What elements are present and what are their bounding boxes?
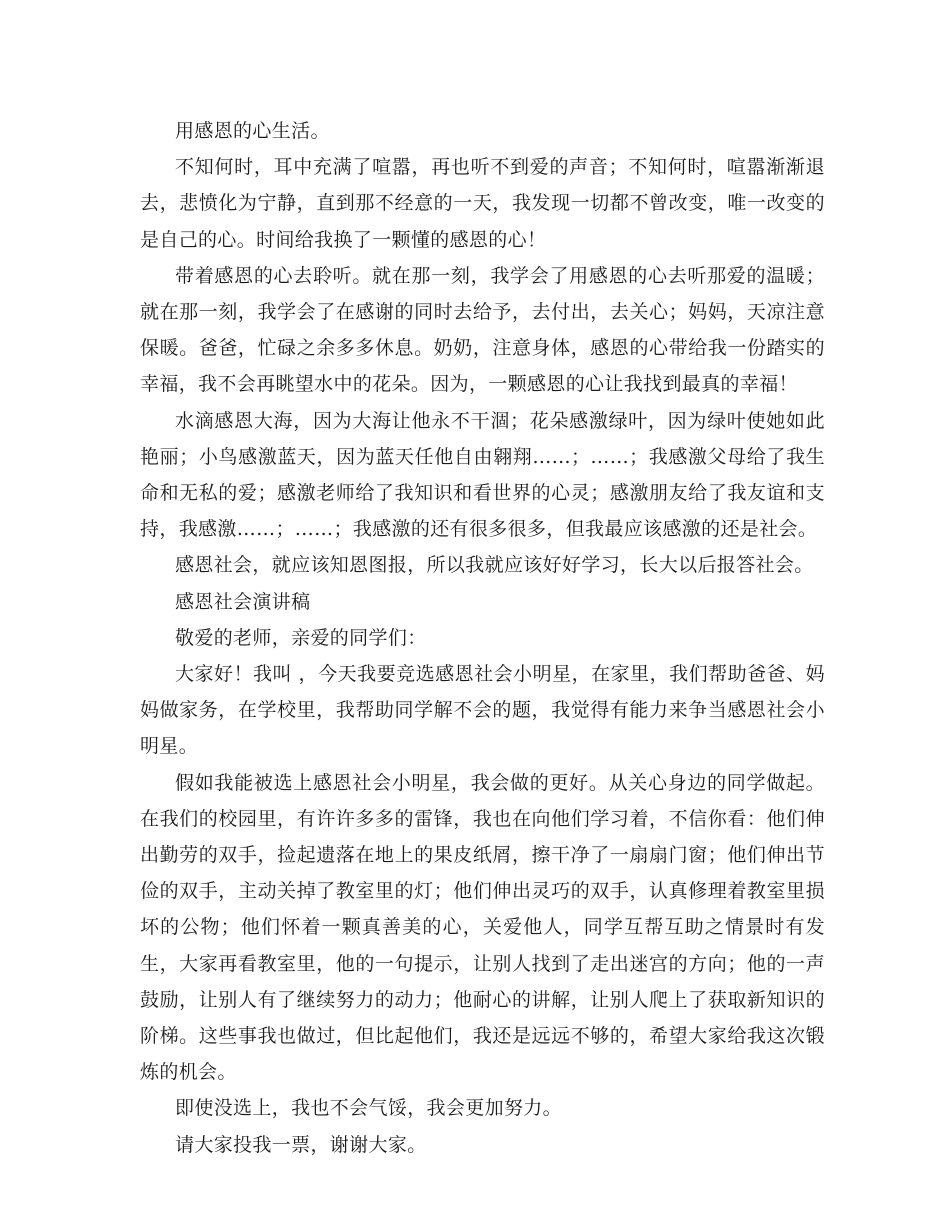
paragraph: 感恩社会，就应该知恩图报，所以我就应该好好学习，长大以后报答社会。	[175, 554, 814, 577]
paragraph: 水滴感恩大海，因为大海让他永不干涸；花朵感激绿叶，因为绿叶使她如此艳丽；小鸟感激蓝天，因为蓝天任他自由翱翔……；……；我感激父母给了我生命和无私的爱；感激老师给了我知识和看世界的心灵；感激朋友给了我友谊和支持，我感激……；……；我感激的还有很多很多，但我最应该感激的还是社会。	[140, 409, 825, 541]
paragraph: 假如我能被选上感恩社会小明星，我会做的更好。从关心身边的同学做起。在我们的校园里，有许许多多的雷锋，我也在向他们学习着，不信你看：他们伸出勤劳的双手，捡起遗落在地上的果皮纸屑，擦干净了一扇扇门窗；他们伸出节俭的双手，主动关掉了教室里的灯；他们伸出灵巧的双手，认真修理着教室里损坏的公物；他们怀着一颗真善美的心，关爱他人，同学互帮互助之情景时有发生，大家再看教室里，他的一句提示，让别人找到了走出迷宫的方向；他的一声鼓励，让别人有了继续努力的动力；他耐心的讲解，让别人爬上了获取新知识的阶梯。这些事我也做过，但比起他们，我还是远远不够的，希望大家给我这次锻炼的机会。	[140, 771, 825, 1084]
paragraph: 带着感恩的心去聆听。就在那一刻，我学会了用感恩的心去听那爱的温暖；就在那一刻，我学会了在感谢的同时去给予，去付出，去关心；妈妈，天凉注意保暖。爸爸，忙碌之余多多休息。奶奶，注意身体，感恩的心带给我一份踏实的幸福，我不会再眺望水中的花朵。因为，一颗感恩的心让我找到最真的幸福！	[140, 264, 825, 396]
paragraph: 大家好！我叫 ，今天我要竞选感恩社会小明星，在家里，我们帮助爸爸、妈妈做家务，在学校里，我帮助同学解不会的题，我觉得有能力来争当感恩社会小明星。	[140, 663, 825, 758]
salutation: 敬爱的老师，亲爱的同学们：	[175, 626, 427, 649]
paragraph: 不知何时，耳中充满了喧嚣，再也听不到爱的声音；不知何时，喧嚣渐渐退去，悲愤化为宁静，直到那不经意的一天，我发现一切都不曾改变，唯一改变的是自己的心。时间给我换了一颗懂的感恩的心！	[140, 156, 825, 251]
paragraph: 用感恩的心生活。	[175, 120, 330, 142]
section-heading: 感恩社会演讲稿	[175, 590, 311, 613]
paragraph: 请大家投我一票，谢谢大家。	[175, 1133, 427, 1156]
document-body	[140, 113, 825, 1163]
paragraph: 即使没选上，我也不会气馁，我会更加努力。	[175, 1097, 563, 1120]
